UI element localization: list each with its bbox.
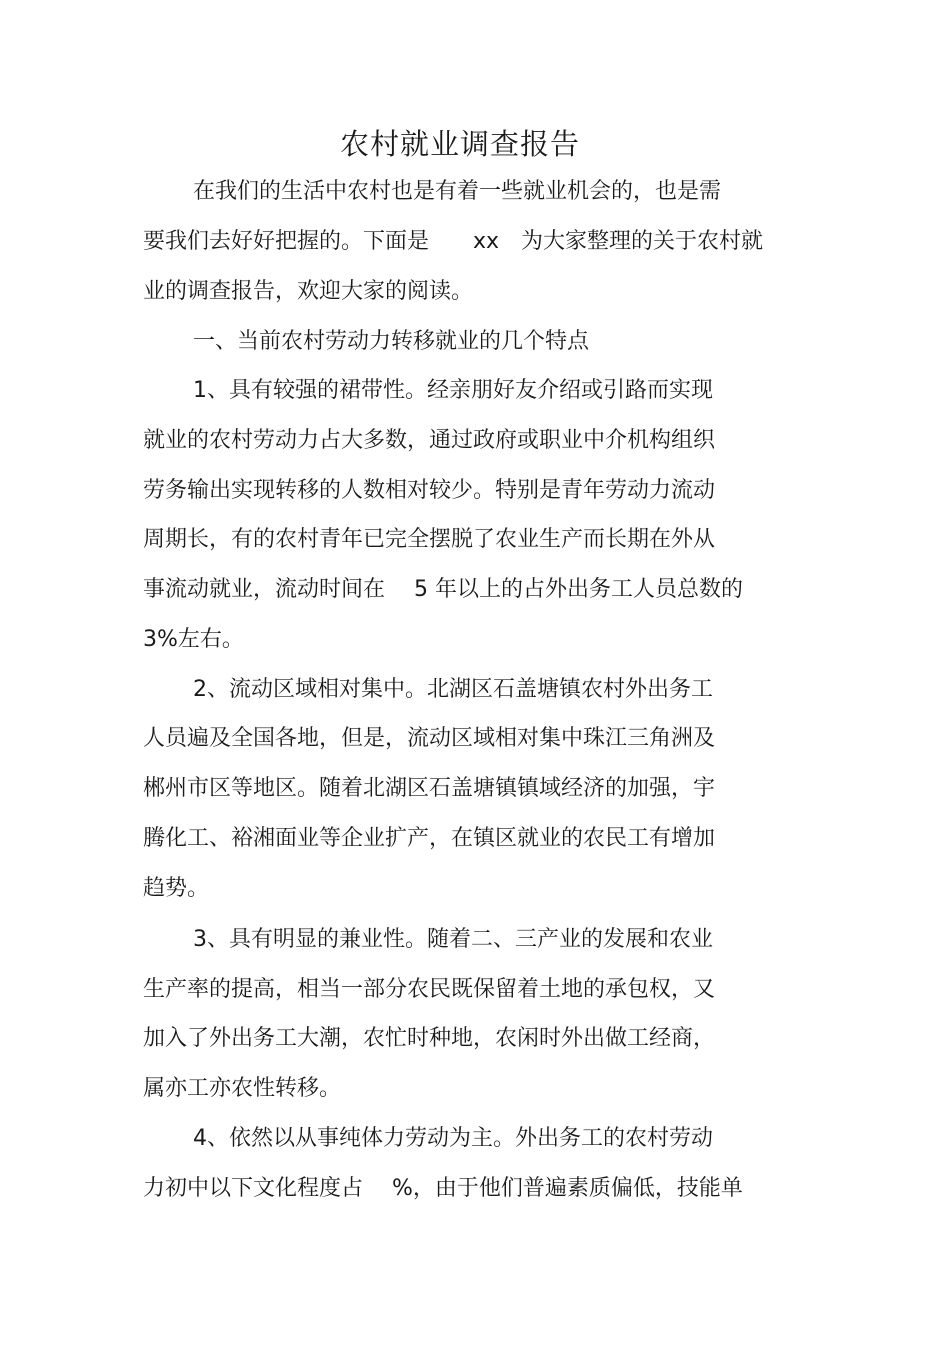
- paragraph-line: 4、依然以从事纯体力劳动为主。外出务工的农村劳动: [193, 1126, 713, 1151]
- paragraph-line: 趋势。: [143, 876, 210, 901]
- paragraph-line: 周期长，有的农村青年已完全摆脱了农业生产而长期在外从: [143, 527, 716, 552]
- paragraph-line: 加入了外出务工大潮，农忙时种地，农闲时外出做工经商，: [143, 1026, 716, 1051]
- paragraph-line: 事流动就业，流动时间在 5 年以上的占外出务工人员总数的: [143, 577, 743, 602]
- paragraph-line: 劳务输出实现转移的人数相对较少。特别是青年劳动力流动: [143, 478, 716, 503]
- paragraph-line: 属亦工亦农性转移。: [143, 1076, 342, 1101]
- document-title: 农村就业调查报告: [339, 127, 580, 161]
- paragraph-line: 生产率的提高，相当一部分农民既保留着土地的承包权，又: [143, 977, 716, 1002]
- paragraph-line: 郴州市区等地区。随着北湖区石盖塘镇镇域经济的加强，宇: [143, 776, 716, 801]
- paragraph-line: 力初中以下文化程度占 %，由于他们普遍素质偏低，技能单: [143, 1176, 743, 1201]
- paragraph-line: 腾化工、裕湘面业等企业扩产，在镇区就业的农民工有增加: [143, 826, 716, 851]
- paragraph-line: 人员遍及全国各地，但是，流动区域相对集中珠江三角洲及: [143, 726, 716, 751]
- paragraph-line: 1、具有较强的裙带性。经亲朋好友介绍或引路而实现: [193, 378, 713, 403]
- paragraph-line: 3%左右。: [143, 627, 244, 652]
- paragraph-line: 业的调查报告，欢迎大家的阅读。: [143, 279, 474, 304]
- paragraph-line: 在我们的生活中农村也是有着一些就业机会的，也是需: [193, 179, 722, 204]
- paragraph-line: 就业的农村劳动力占大多数，通过政府或职业中介机构组织: [143, 428, 716, 453]
- section-heading: 一、当前农村劳动力转移就业的几个特点: [193, 329, 590, 354]
- paragraph-line: 3、具有明显的兼业性。随着二、三产业的发展和农业: [193, 927, 713, 952]
- paragraph-line: 要我们去好好把握的。下面是 xx 为大家整理的关于农村就: [143, 229, 764, 254]
- paragraph-line: 2、流动区域相对集中。北湖区石盖塘镇农村外出务工: [193, 677, 713, 702]
